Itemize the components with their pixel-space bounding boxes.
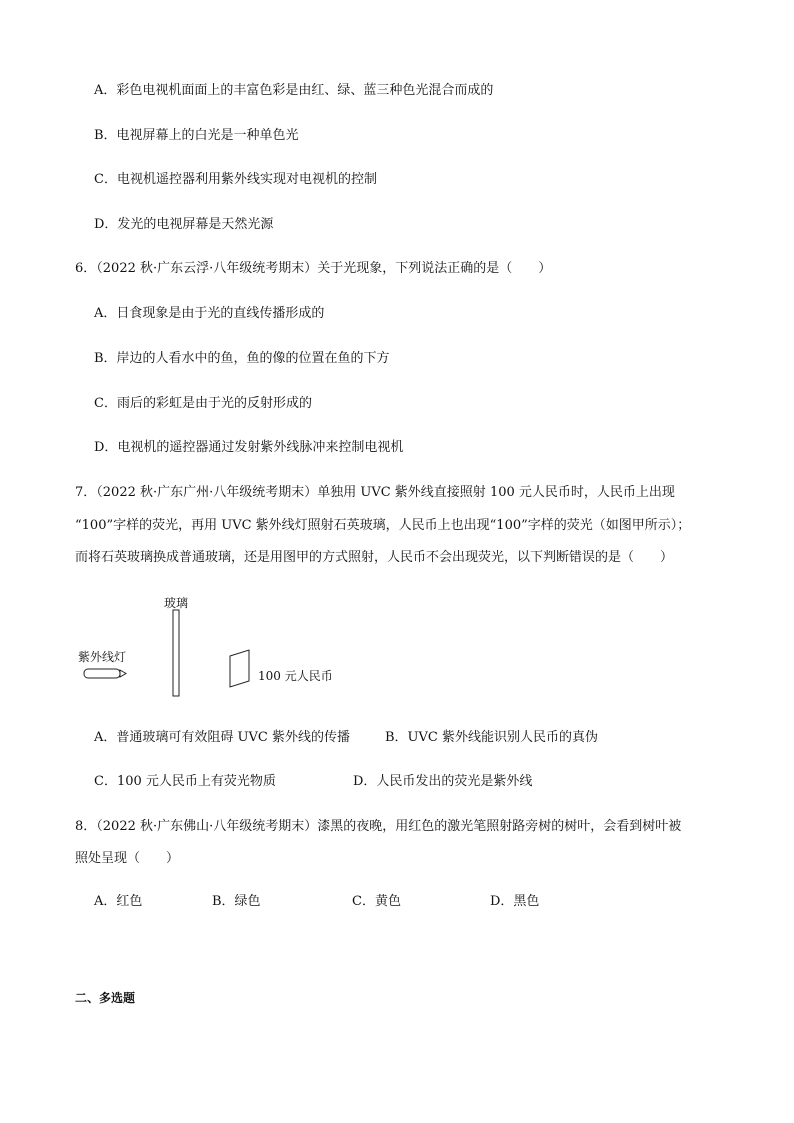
q6-option-a: A．日食现象是由于光的直线传播形成的	[94, 306, 325, 321]
banknote-label: 100 元人民币	[258, 669, 333, 683]
q7-stem-line2: “100”字样的荧光，再用 UVC 紫外线灯照射石英玻璃，人民币上也出现“100”字样的荧光（如图甲所示）；	[75, 518, 691, 533]
optics-diagram	[78, 590, 358, 705]
uv-lamp-icon	[84, 669, 126, 678]
q6-option-d: D．电视机的遥控器通过发射紫外线脉冲来控制电视机	[94, 440, 404, 455]
q8-option-a: A．红色	[94, 894, 143, 909]
q8-option-b: B．绿色	[212, 894, 261, 909]
glass-plate	[173, 610, 179, 696]
uv-lamp-label: 紫外线灯	[78, 650, 127, 664]
q7-figure	[78, 590, 358, 705]
q7-option-a: A．普通玻璃可有效阻碍 UVC 紫外线的传播	[94, 730, 350, 745]
q5-option-a: A．彩色电视机面面上的丰富色彩是由红、绿、蓝三种色光混合而成的	[94, 83, 494, 98]
banknote-icon	[230, 650, 249, 687]
q7-option-d: D．人民币发出的荧光是紫外线	[353, 774, 533, 789]
q6-stem: 6．（2022 秋·广东云浮·八年级统考期末）关于光现象，下列说法正确的是（ ）	[75, 261, 552, 276]
q8-option-d: D．黑色	[490, 894, 540, 909]
q6-option-c: C．雨后的彩虹是由于光的反射形成的	[94, 396, 312, 411]
q8-stem-line2: 照处呈现（ ）	[75, 851, 180, 866]
q5-option-d: D．发光的电视屏幕是天然光源	[94, 217, 274, 232]
q6-option-b: B．岸边的人看水中的鱼，鱼的像的位置在鱼的下方	[94, 351, 390, 366]
q8-option-c: C．黄色	[352, 894, 401, 909]
q7-stem-line1: 7．（2022 秋·广东广州·八年级统考期末）单独用 UVC 紫外线直接照射 100 元人民币时，人民币上出现	[75, 485, 675, 500]
q7-option-b: B．UVC 紫外线能识别人民币的真伪	[385, 730, 598, 745]
section-heading: 二、多选题	[75, 991, 136, 1005]
q5-option-b: B．电视屏幕上的白光是一种单色光	[94, 128, 299, 143]
glass-label: 玻璃	[164, 596, 189, 610]
q8-stem-line1: 8．（2022 秋·广东佛山·八年级统考期末）漆黑的夜晚，用红色的激光笔照射路旁树的树叶，会看到树叶被	[75, 819, 682, 834]
q5-option-c: C．电视机遥控器利用紫外线实现对电视机的控制	[94, 172, 377, 187]
q7-stem-line3: 而将石英玻璃换成普通玻璃，还是用图甲的方式照射，人民币不会出现荧光，以下判断错误的是（ ）	[75, 550, 674, 565]
q7-option-c: C．100 元人民币上有荧光物质	[94, 774, 276, 789]
